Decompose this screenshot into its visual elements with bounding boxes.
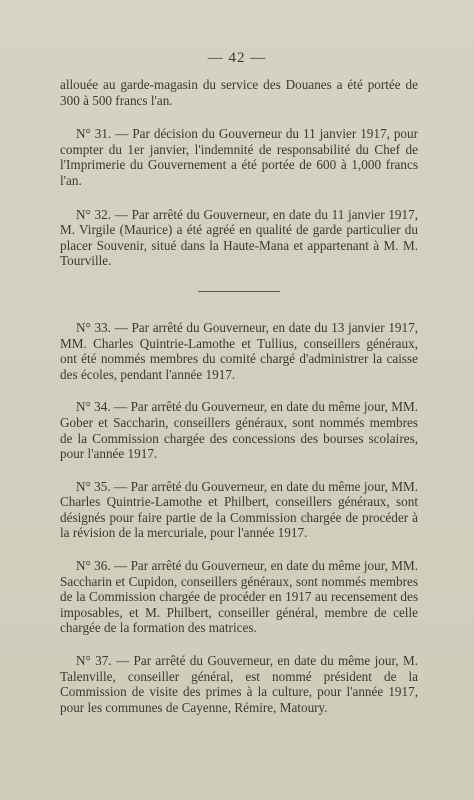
- paragraph-n34: N° 34. — Par arrêté du Gouverneur, en date du même jour, MM. Gober et Saccharin, conseillers généraux, sont nommés membres de la Commission chargée des concessions des bourses scolaires, pour l'année 1917.: [60, 399, 418, 462]
- paragraph-n35: N° 35. — Par arrêté du Gouverneur, en date du même jour, MM. Charles Quintrie-Lamothe et Philbert, conseillers généraux, sont désignés pour faire partie de la Commission chargée de procéder à la révision de la mercuriale, pour l'année 1917.: [60, 478, 418, 541]
- paragraph-continuation: allouée au garde-magasin du service des Douanes a été portée de 300 à 500 francs l'an.: [60, 77, 418, 108]
- page-body: [60, 77, 418, 715]
- paragraph-n36: N° 36. — Par arrêté du Gouverneur, en date du même jour, MM. Saccharin et Cupidon, conseillers généraux, sont nommés membres de la Commission chargée de procéder en 1917 au recensement des imposables, et M. Philbert, conseiller général, membre de celle chargée de la formation des matrices.: [60, 558, 418, 636]
- paragraph-n37: N° 37. — Par arrêté du Gouverneur, en date du même jour, M. Talenville, conseiller général, est nommé président de la Commission de visite des primes à la culture, pour l'année 1917, pour les communes de Cayenne, Rémire, Matoury.: [60, 653, 418, 715]
- paragraph-n32: N° 32. — Par arrêté du Gouverneur, en date du 11 janvier 1917, M. Virgile (Maurice) a été agréé en qualité de garde particulier du placer Souvenir, situé dans la Haute-Mana et appartenant à M. M. Tourville.: [60, 206, 418, 269]
- paragraph-n33: N° 33. — Par arrêté du Gouverneur, en date du 13 janvier 1917, MM. Charles Quintrie-Lamothe et Tullius, conseillers généraux, ont été nommés membres du comité chargé d'administrer la caisse des écoles, pendant l'année 1917.: [60, 319, 418, 382]
- page-number: — 42 —: [207, 50, 267, 66]
- section-separator: [198, 291, 280, 292]
- paragraph-n31: N° 31. — Par décision du Gouverneur du 11 janvier 1917, pour compter du 1er janvier, l'indemnité de responsabilité du Chef de l'Imprimerie du Gouvernement a été portée de 600 à 1,000 francs l'an.: [60, 126, 418, 188]
